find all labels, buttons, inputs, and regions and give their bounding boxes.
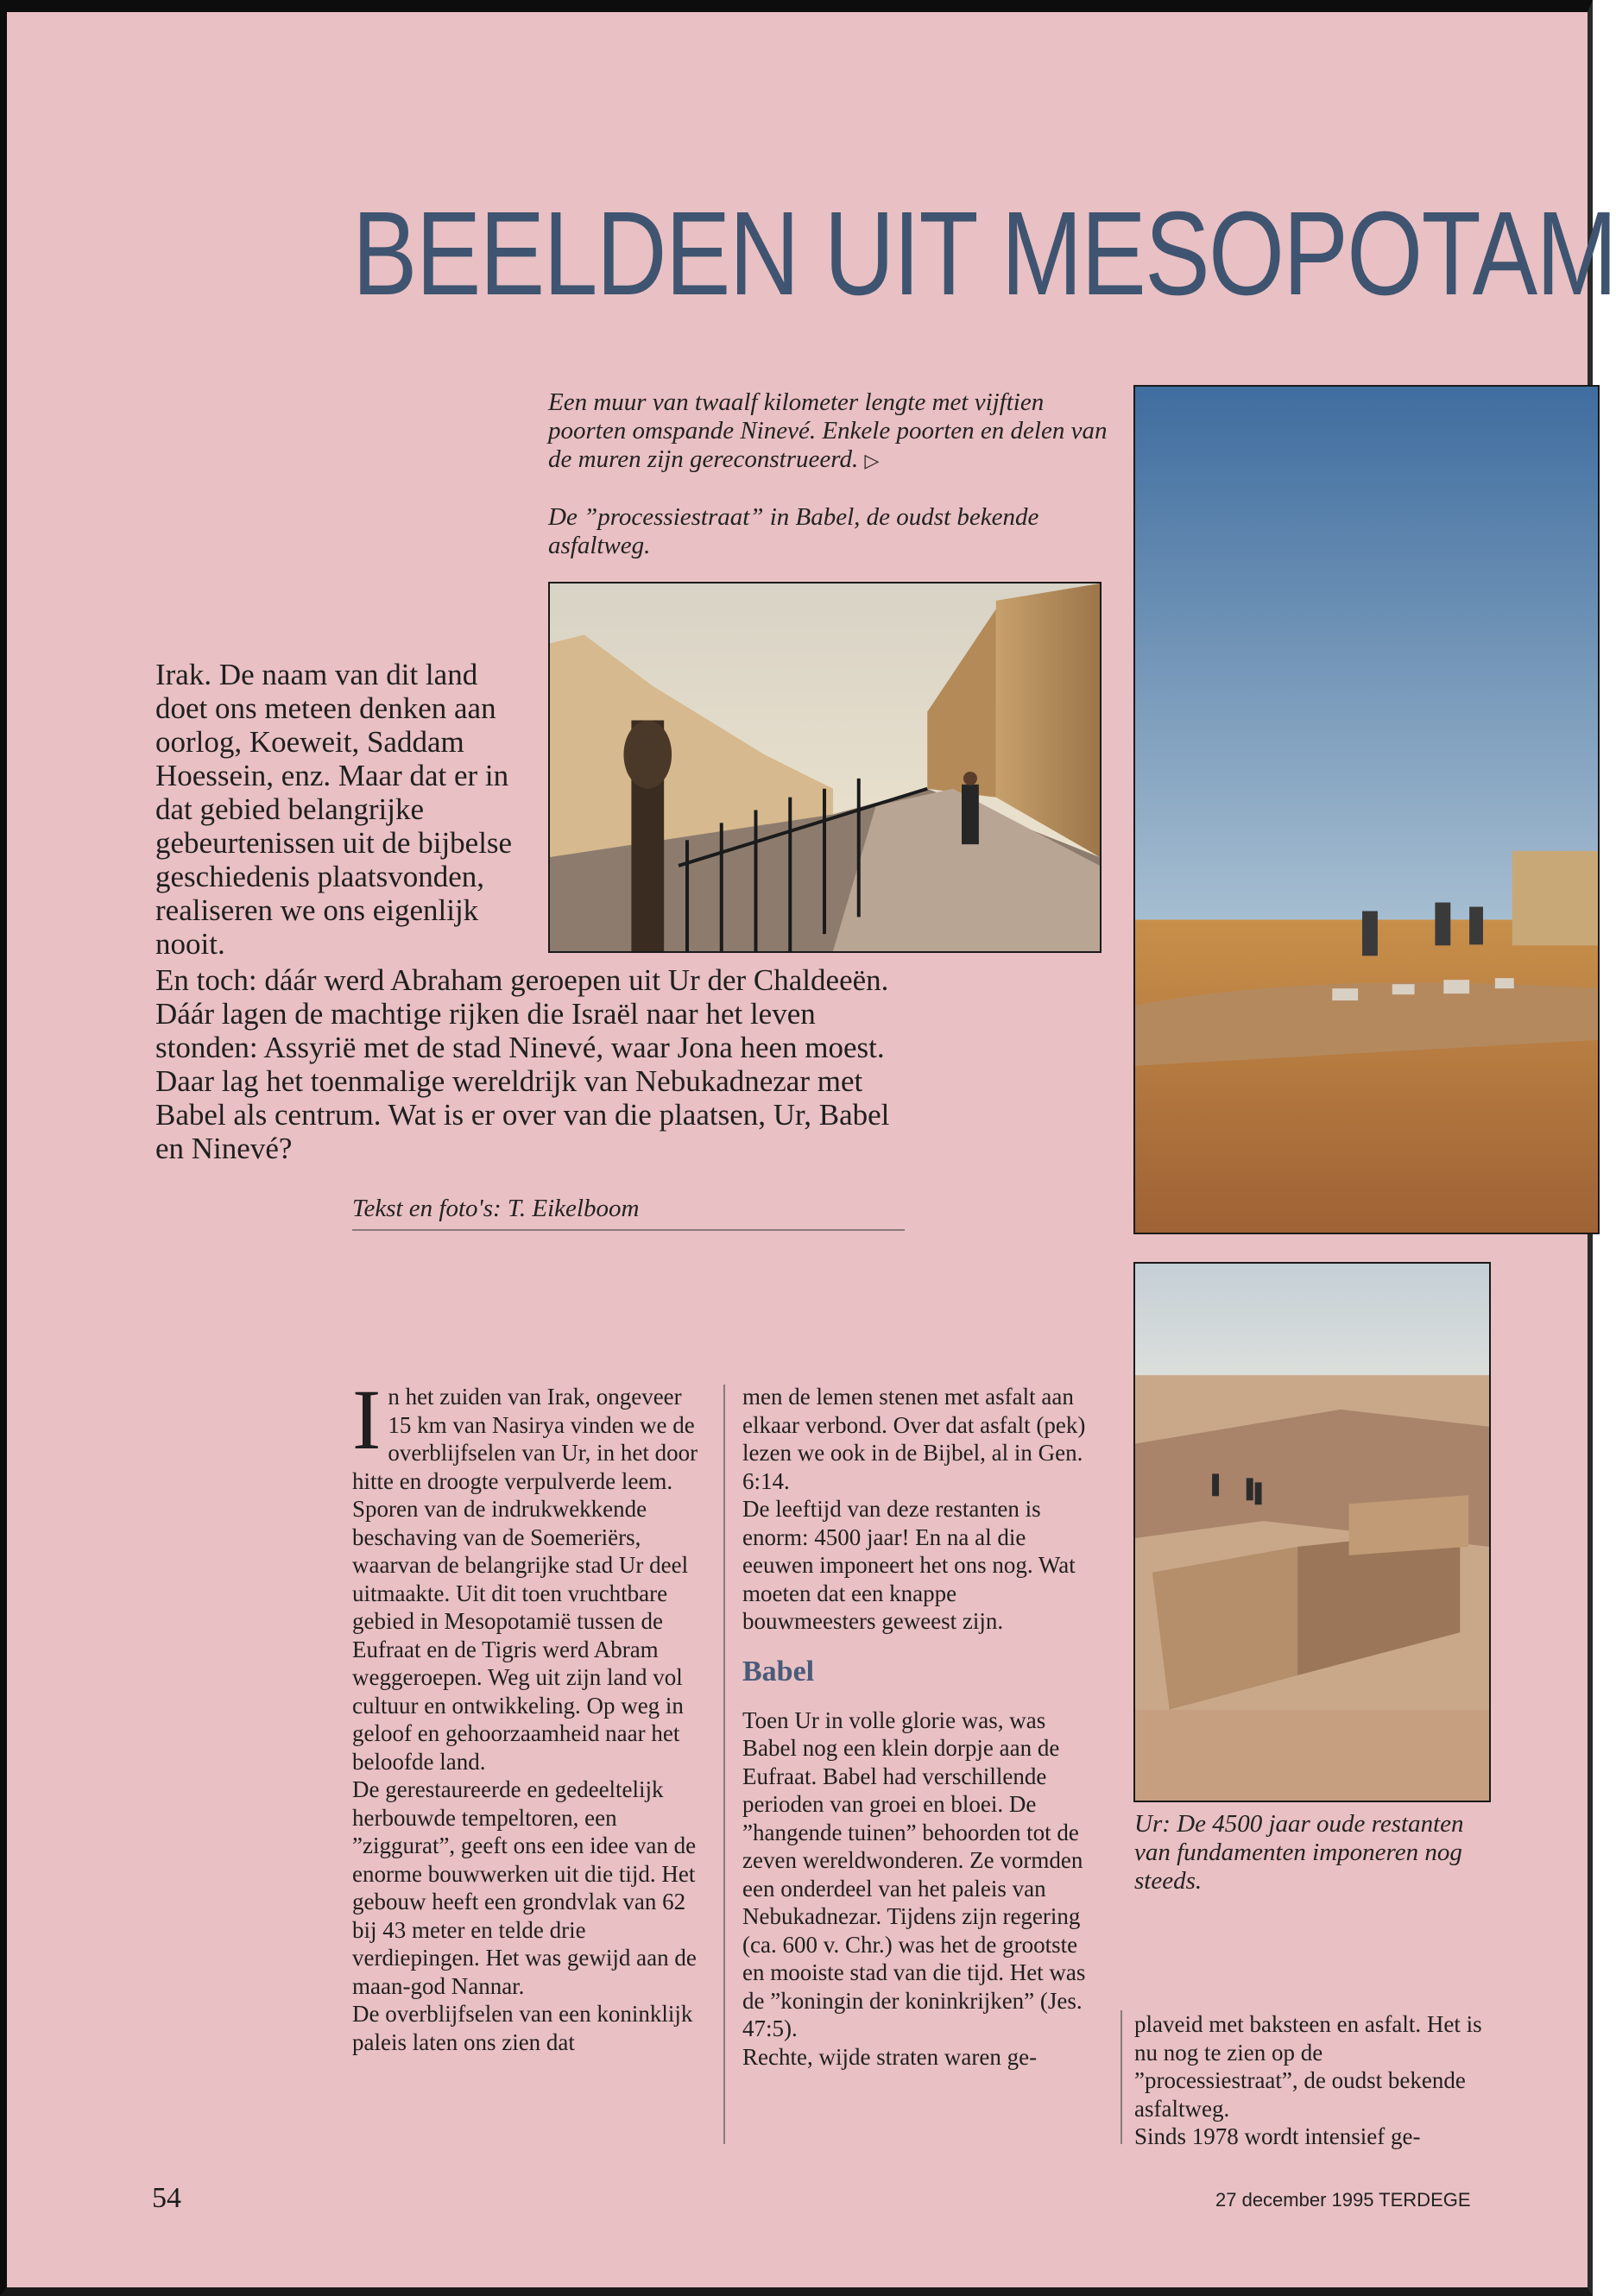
body-paragraph: De gerestaureerde en gedeeltelijk herbouwde tempeltoren, een ”ziggurat”, geeft ons een idee van de enorme bouwwerken uit die tijd. Het gebouw heeft een grondvlak van 62 bij 43 meter en telde drie verdiepingen. Het was gewijd aan de maan-god Nannar. (352, 1776, 697, 1999)
intro-paragraph-1: Irak. De naam van dit land doet ons meteen denken aan oorlog, Koeweit, Saddam Hoessein, enz. Maar dat er in dat gebied belangrijke gebeurtenissen uit de bijbelse geschiedenis plaatsvonden, realiseren we ons eigenlijk nooit. (155, 658, 513, 961)
body-paragraph: Sinds 1978 wordt intensief ge- (1134, 2123, 1421, 2149)
body-column-3 (1134, 2010, 1488, 2151)
body-paragraph: plaveid met baksteen en asfalt. Het is nu nog te zien op de ”processiestraat”, de oudst bekende asfaltweg. (1134, 2011, 1482, 2122)
intro-paragraph-2: En toch: dáár werd Abraham geroepen uit Ur der Chaldeeën. Dáár lagen de machtige rijken die Israël naar het leven stonden: Assyrië met de stad Ninevé, waar Jona heen moest. Daar lag het toenmalige wereldrijk van Nebukadnezar met Babel als centrum. Wat is er over van die plaatsen, Ur, Babel en Ninevé? (155, 963, 890, 1165)
body-paragraph: n het zuiden van Irak, ongeveer 15 km van Nasirya vinden we de overblijfselen van Ur, in het door hitte en droogte verpulverde leem. Sporen van de indrukwekkende beschaving van de Soemeriërs, waarvan de belangrijke stad Ur deel uitmaakte. Uit dit toen vruchtbare gebied in Mesopotamië tussen de Eufraat en de Tigris werd Abram weggeroepen. Weg uit zijn land vol cultuur en ontwikkeling. Op weg in geloof en gehoorzaamheid naar het beloofde land. (352, 1384, 698, 1775)
section-heading-babel: Babel (742, 1655, 815, 1687)
column-divider (1120, 2010, 1122, 2144)
page-number: 54 (152, 2182, 181, 2214)
body-paragraph: De overblijfselen van een koninklijk paleis laten ons zien dat (352, 2001, 693, 2055)
caption-nineveh-text: Een muur van twaalf kilometer lengte met vijftien poorten omspande Ninevé. Enkele poorten en delen van de muren zijn gereconstrueerd. (548, 388, 1108, 473)
body-column-1 (352, 1372, 710, 2056)
body-paragraph: Toen Ur in volle glorie was, was Babel nog een klein dorpje aan de Eufraat. Babel had verschillende perioden van groei en bloei. De ”hangende tuinen” behoorden tot de zeven wereldwonderen. Ze vormden een onderdeel van het paleis van Nebukadnezar. Tijdens zijn regering (ca. 600 v. Chr.) was het de grootste en mooiste stad van die tijd. Het was de ”koningin der koninkrijken” (Jes. 47:5). (742, 1706, 1086, 2041)
body-paragraph: De leeftijd van deze restanten is enorm: 4500 jaar! En na al die eeuwen imponeert het ons nog. Wat moeten dat een knappe bouwmeesters geweest zijn. (742, 1496, 1076, 1634)
caption-nineveh (548, 388, 1118, 475)
photo-nineveh-walls (1133, 385, 1600, 1234)
photo-babel-procession-street (548, 582, 1102, 953)
article-headline: BEELDEN UIT MESOPOTAM (352, 187, 1616, 320)
caption-babel-street: De ”processiestraat” in Babel, de oudst bekende asfaltweg. (548, 503, 1039, 559)
arrow-right-icon: ▷ (864, 450, 880, 471)
issue-footer: 27 december 1995 TERDEGE (1215, 2189, 1471, 2211)
body-paragraph: Rechte, wijde straten waren ge- (742, 2043, 1038, 2070)
photo-ur-ruins (1133, 1262, 1491, 1802)
body-column-2 (742, 1383, 1088, 2071)
author-credit: Tekst en foto's: T. Eikelboom (352, 1195, 640, 1222)
caption-ur: Ur: De 4500 jaar oude restanten van fundamenten imponeren nog steeds. (1134, 1810, 1464, 1895)
body-paragraph: men de lemen stenen met asfalt aan elkaar verbond. Over dat asfalt (pek) lezen we ook in de Bijbel, al in Gen. 6:14. (742, 1384, 1086, 1494)
column-divider (723, 1385, 725, 2144)
credit-divider (352, 1229, 905, 1231)
drop-cap: I (352, 1372, 382, 1467)
